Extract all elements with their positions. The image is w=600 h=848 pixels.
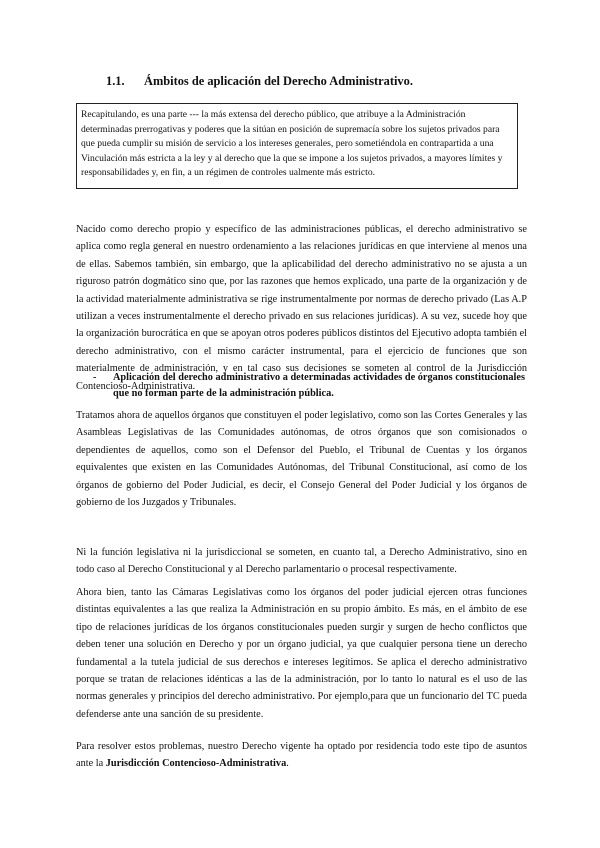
summary-text: Recapitulando, es una parte --- la más extensa del derecho público, que atribuye a la Administración determinadas prerrogativas y poderes que la sitúan en posición de supremacía sobre los sujetos privados para que pueda cumplir su misión de servicio a los intereses generales, pero sometiéndola en contrapartida a una Vinculación más estricta a la ley y al derecho que la que se impone a los sujetos privados, a mayores límites y responsabilidades y, en fin, a un régimen de controles ualmente más estricto. [81,109,503,179]
resolution-end: . [286,758,289,770]
paragraph-constitutional-organs: Tratamos ahora de aquellos órganos que constituyen el poder legislativo, como son las Cortes Generales y las Asambleas Legislativas de las Comunidades autónomas, de otros órganos que son comisionados o dependientes de aquellos, como son el Defensor del Pueblo, el Tribunal de Cuentas y los órganos equivalentes que existen en las Comunidades Autónomas, del Tribunal Constitucional, así como de los órganos de gobierno del Poder Judicial, es decir, el Consejo General del Poder Judicial y los órganos de gobierno de los Juzgados y Tribunales. [76,410,527,509]
bullet-dash: - [93,372,97,383]
resolution-jurisdiction: Jurisdicción Contencioso-Administrativa [105,758,287,770]
bullet-heading [93,370,525,401]
section-heading [106,74,413,89]
summary-box [76,103,518,189]
resolution-intro: Para resolver estos problemas, nuestro Derecho vigente ha optado por residencia todo este tipo de asuntos ante la [76,741,527,770]
section-number: 1.1. [106,74,125,88]
paragraph-other-functions: Ahora bien, tanto las Cámaras Legislativas como los órganos del poder judicial ejercen otras funciones distintas equivalentes a las que realiza la Administración en su propio ámbito. Es más, en el ámbito de ese tipo de relaciones jurídicas de los órganos constitucionales pueden surgir y surgen de hecho conflictos que deben tener una solución en Derecho y por un órgano judicial, ya que cualquier persona tiene un derecho fundamental a la tutela judicial de sus derechos e intereses legítimos. Se aplica el derecho administrativo porque se tratan de relaciones idénticas a las de la administración, por lo tanto lo natural es el uso de las normas generales y principios del derecho administrativo. Por ejemplo,para que un funcionario del TC pueda defenderse ante una sanción de su presidente. [76,587,527,720]
paragraph-scope: Nacido como derecho propio y específico de las administraciones públicas, el derecho administrativo se aplica como regla general en nuestro ordenamiento a las relaciones jurídicas en que interviene al menos una de ellas. Sabemos también, sin embargo, que la aplicabilidad del derecho administrativo no se ajusta a un riguroso patrón dogmático sino que, por las razones que hemos explicado, una parte de la organización y de la actividad materialmente administrativa se rige instrumentalmente por normas de derecho privado (Las A.P utilizan a veces instrumentalmente el derecho privado en sus relaciones jurídicas). A su vez, sucede hoy que la organización burocrática en que se apoyan otros poderes públicos distintos del Ejecutivo adopta también el derecho administrativo, con el mismo carácter instrumental, para el ejercicio de funciones que son materialmente de administración, y en tal caso sus decisiones se someten al control de la Jurisdicción Contencioso-Administrativa. [76,224,527,392]
paragraph-legislative-function: Ni la función legislativa ni la jurisdiccional se someten, en cuanto tal, a Derecho Administrativo, sino en todo caso al Derecho Constitucional y al Derecho parlamentario o procesal respectivamente. [76,547,527,576]
section-title: Ámbitos de aplicación del Derecho Administrativo. [144,74,413,88]
bullet-heading-text: Aplicación del derecho administrativo a determinadas actividades de órganos constitucionales que no forman parte de la administración pública. [113,372,525,399]
paragraph-resolution [76,738,527,773]
